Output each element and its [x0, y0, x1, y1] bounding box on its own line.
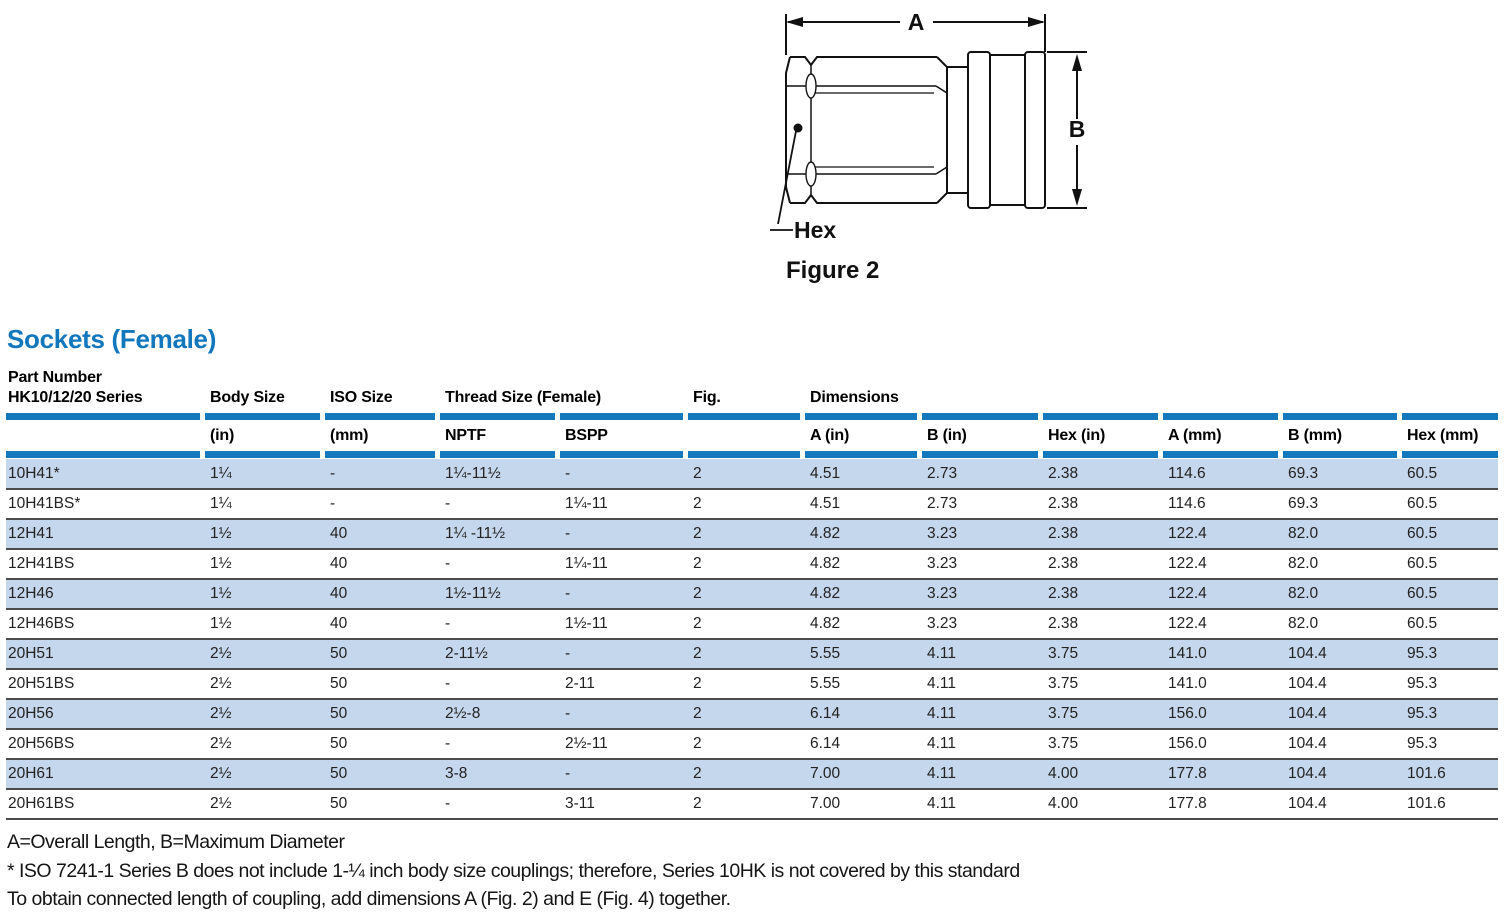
subheader-cell: (in)	[210, 426, 235, 444]
table-cell: 1½-11½	[440, 579, 560, 609]
table-cell: 4.11	[922, 699, 1043, 729]
table-cell: -	[440, 729, 560, 759]
table-cell: 2½	[205, 789, 325, 819]
table-cell: 2½-11	[560, 729, 688, 759]
table-cell: 12H41BS	[6, 549, 205, 579]
table-cell: 20H56BS	[6, 729, 205, 759]
table-cell: 4.11	[922, 759, 1043, 789]
blue-rule-top	[6, 412, 1498, 421]
footnote-legend: A=Overall Length, B=Maximum Diameter	[7, 831, 345, 853]
col-header-iso-size: ISO Size	[330, 389, 393, 406]
table-row	[6, 729, 1498, 759]
table-row	[6, 609, 1498, 639]
table-cell: 2-11	[560, 669, 688, 699]
table-cell: 2.73	[922, 459, 1043, 489]
table-cell: 60.5	[1402, 579, 1498, 609]
table-subheader-row	[6, 421, 1498, 450]
table-cell: 20H61BS	[6, 789, 205, 819]
table-cell: -	[440, 669, 560, 699]
table-cell: 141.0	[1163, 639, 1283, 669]
table-cell: -	[440, 489, 560, 519]
table-cell: 2.38	[1043, 489, 1163, 519]
table-cell: 4.11	[922, 789, 1043, 819]
table-cell: 69.3	[1283, 459, 1402, 489]
table-row	[6, 789, 1498, 819]
table-cell: 2	[688, 639, 805, 669]
table-cell: 6.14	[805, 729, 922, 759]
blue-rule-bottom	[6, 450, 1498, 459]
table-cell: 2	[688, 519, 805, 549]
table-cell: 4.00	[1043, 759, 1163, 789]
part-number-line1: Part Number	[8, 369, 102, 386]
table-cell: -	[560, 519, 688, 549]
table-cell: 82.0	[1283, 549, 1402, 579]
table-cell: 12H41	[6, 519, 205, 549]
table-cell: 1¼	[205, 459, 325, 489]
table-cell: 20H51BS	[6, 669, 205, 699]
part-number-line2: HK10/12/20 Series	[8, 389, 143, 406]
table-cell: 12H46	[6, 579, 205, 609]
table-cell: 5.55	[805, 639, 922, 669]
table-cell: 20H56	[6, 699, 205, 729]
table-cell: -	[440, 789, 560, 819]
table-cell: 1¼-11	[560, 549, 688, 579]
table-cell: -	[560, 759, 688, 789]
subheader-cell: A (in)	[810, 426, 850, 444]
table-cell: 122.4	[1163, 519, 1283, 549]
table-row	[6, 639, 1498, 669]
table-cell: 4.51	[805, 459, 922, 489]
table-cell: 3.75	[1043, 699, 1163, 729]
table-cell: 122.4	[1163, 579, 1283, 609]
table-cell: 10H41BS*	[6, 489, 205, 519]
table-row	[6, 669, 1498, 699]
table-cell: 3.75	[1043, 639, 1163, 669]
table-cell: 3.23	[922, 579, 1043, 609]
table-cell: 122.4	[1163, 609, 1283, 639]
table-cell: 2	[688, 459, 805, 489]
table-cell: 177.8	[1163, 759, 1283, 789]
table-cell: 82.0	[1283, 609, 1402, 639]
table-cell: 60.5	[1402, 609, 1498, 639]
table-cell: 1½	[205, 609, 325, 639]
table-cell: 82.0	[1283, 579, 1402, 609]
table-cell: 3.75	[1043, 669, 1163, 699]
table-cell: 3-8	[440, 759, 560, 789]
table-cell: 2	[688, 579, 805, 609]
table-cell: 104.4	[1283, 759, 1402, 789]
table-cell: 50	[325, 639, 440, 669]
table-cell: 6.14	[805, 699, 922, 729]
table-cell: 2	[688, 729, 805, 759]
col-header-body-size: Body Size	[210, 389, 285, 406]
subheader-cell: BSPP	[565, 426, 608, 444]
table-cell: 2.38	[1043, 549, 1163, 579]
table-cell: 104.4	[1283, 789, 1402, 819]
figure-caption: Figure 2	[786, 257, 880, 284]
table-row	[6, 699, 1498, 729]
table-cell: 1½-11	[560, 609, 688, 639]
table-row	[6, 459, 1498, 489]
table-cell: 2½-8	[440, 699, 560, 729]
table-cell: 1½	[205, 579, 325, 609]
footnote-iso: * ISO 7241-1 Series B does not include 1-¼ inch body size couplings; therefore, Series 10HK is not covered by this standard	[7, 859, 1020, 882]
table-cell: 2	[688, 609, 805, 639]
table-cell: 101.6	[1402, 789, 1498, 819]
table-cell: 177.8	[1163, 789, 1283, 819]
table-cell: 1¼-11½	[440, 459, 560, 489]
table-cell: -	[560, 459, 688, 489]
table-cell: 1¼ -11½	[440, 519, 560, 549]
table-cell: 4.82	[805, 609, 922, 639]
subheader-cell: Hex (in)	[1048, 426, 1106, 444]
subheader-cell: Hex (mm)	[1407, 426, 1479, 444]
table-cell: -	[440, 549, 560, 579]
table-cell: 1½	[205, 549, 325, 579]
table-cell: 4.51	[805, 489, 922, 519]
table-cell: 7.00	[805, 759, 922, 789]
table-cell: -	[560, 699, 688, 729]
table-cell: 3.23	[922, 549, 1043, 579]
table-cell: 114.6	[1163, 489, 1283, 519]
table-cell: 10H41*	[6, 459, 205, 489]
table-cell: 114.6	[1163, 459, 1283, 489]
table-cell: 2	[688, 699, 805, 729]
table-cell: 60.5	[1402, 489, 1498, 519]
table-cell: 2½	[205, 729, 325, 759]
table-row	[6, 579, 1498, 609]
subheader-cell: B (mm)	[1288, 426, 1342, 444]
table-cell: 4.11	[922, 639, 1043, 669]
table-cell: 4.11	[922, 669, 1043, 699]
table-cell: 50	[325, 669, 440, 699]
table-row	[6, 489, 1498, 519]
table-cell: 95.3	[1402, 669, 1498, 699]
table-cell: 40	[325, 519, 440, 549]
table-cell: 4.11	[922, 729, 1043, 759]
table-cell: 2.38	[1043, 519, 1163, 549]
table-cell: 40	[325, 609, 440, 639]
table-cell: 2	[688, 549, 805, 579]
section-title: Sockets (Female)	[7, 324, 217, 354]
subheader-cell	[6, 421, 205, 450]
table-row	[6, 519, 1498, 549]
table-cell: 95.3	[1402, 729, 1498, 759]
table-cell: -	[325, 459, 440, 489]
col-header-dimensions: Dimensions	[810, 389, 899, 406]
table-cell: 4.82	[805, 549, 922, 579]
table-cell: 3.23	[922, 609, 1043, 639]
figure-2-drawing	[760, 4, 1105, 296]
col-header-thread-size: Thread Size (Female)	[445, 389, 602, 406]
table-cell: 3.75	[1043, 729, 1163, 759]
table-cell: 104.4	[1283, 669, 1402, 699]
col-header-fig: Fig.	[693, 389, 721, 406]
subheader-cell: A (mm)	[1168, 426, 1222, 444]
table-cell: 20H51	[6, 639, 205, 669]
coupling-outline	[786, 52, 1045, 208]
table-cell: 141.0	[1163, 669, 1283, 699]
subheader-cell: B (in)	[927, 426, 967, 444]
table-cell: 156.0	[1163, 729, 1283, 759]
table-cell: 5.55	[805, 669, 922, 699]
subheader-cell	[688, 421, 805, 450]
table-cell: 40	[325, 549, 440, 579]
table-cell: -	[560, 639, 688, 669]
table-cell: 50	[325, 759, 440, 789]
table-cell: 60.5	[1402, 519, 1498, 549]
table-cell: 95.3	[1402, 639, 1498, 669]
table-cell: 2	[688, 489, 805, 519]
table-body	[6, 459, 1498, 819]
table-cell: 1½	[205, 519, 325, 549]
dim-a-label: A	[907, 9, 925, 35]
table-cell: 104.4	[1283, 699, 1402, 729]
table-cell: 2.73	[922, 489, 1043, 519]
hex-label: Hex	[794, 217, 837, 243]
table-cell: 2½	[205, 699, 325, 729]
dim-b-label: B	[1068, 116, 1086, 142]
table-cell: 95.3	[1402, 699, 1498, 729]
table-cell: 50	[325, 729, 440, 759]
table-cell: 2	[688, 789, 805, 819]
table-cell: 122.4	[1163, 549, 1283, 579]
table-cell: 20H61	[6, 759, 205, 789]
table-cell: 69.3	[1283, 489, 1402, 519]
table-cell: 156.0	[1163, 699, 1283, 729]
subheader-cell: (mm)	[330, 426, 369, 444]
table-cell: 50	[325, 699, 440, 729]
table-cell: 2.38	[1043, 609, 1163, 639]
table-cell: 60.5	[1402, 459, 1498, 489]
table-cell: 2½	[205, 639, 325, 669]
table-cell: 4.82	[805, 519, 922, 549]
table-cell: 2½	[205, 669, 325, 699]
table-cell: 3-11	[560, 789, 688, 819]
table-cell: 4.82	[805, 579, 922, 609]
table-cell: 60.5	[1402, 549, 1498, 579]
table-cell: 82.0	[1283, 519, 1402, 549]
table-cell: 40	[325, 579, 440, 609]
col-header-part-number	[6, 368, 205, 412]
table-cell: 2.38	[1043, 459, 1163, 489]
table-cell: 7.00	[805, 789, 922, 819]
table-cell: -	[325, 489, 440, 519]
footnote-connected-length: To obtain connected length of coupling, add dimensions A (Fig. 2) and E (Fig. 4) together.	[7, 888, 731, 910]
footnotes	[7, 828, 1020, 914]
table-cell: 104.4	[1283, 729, 1402, 759]
table-cell: 1¼	[205, 489, 325, 519]
table-cell: 104.4	[1283, 639, 1402, 669]
table-cell: 2	[688, 669, 805, 699]
table-cell: 12H46BS	[6, 609, 205, 639]
table-cell: 4.00	[1043, 789, 1163, 819]
table-cell: 2½	[205, 759, 325, 789]
table-cell: 2.38	[1043, 579, 1163, 609]
table-cell: -	[440, 609, 560, 639]
table-row	[6, 549, 1498, 579]
table-row	[6, 759, 1498, 789]
sockets-table	[6, 368, 1498, 820]
table-cell: 2-11½	[440, 639, 560, 669]
subheader-cell: NPTF	[445, 426, 486, 444]
table-cell: -	[560, 579, 688, 609]
table-cell: 3.23	[922, 519, 1043, 549]
table-cell: 101.6	[1402, 759, 1498, 789]
table-cell: 1¼-11	[560, 489, 688, 519]
table-cell: 2	[688, 759, 805, 789]
table-header-row	[6, 368, 1498, 412]
table-cell: 50	[325, 789, 440, 819]
